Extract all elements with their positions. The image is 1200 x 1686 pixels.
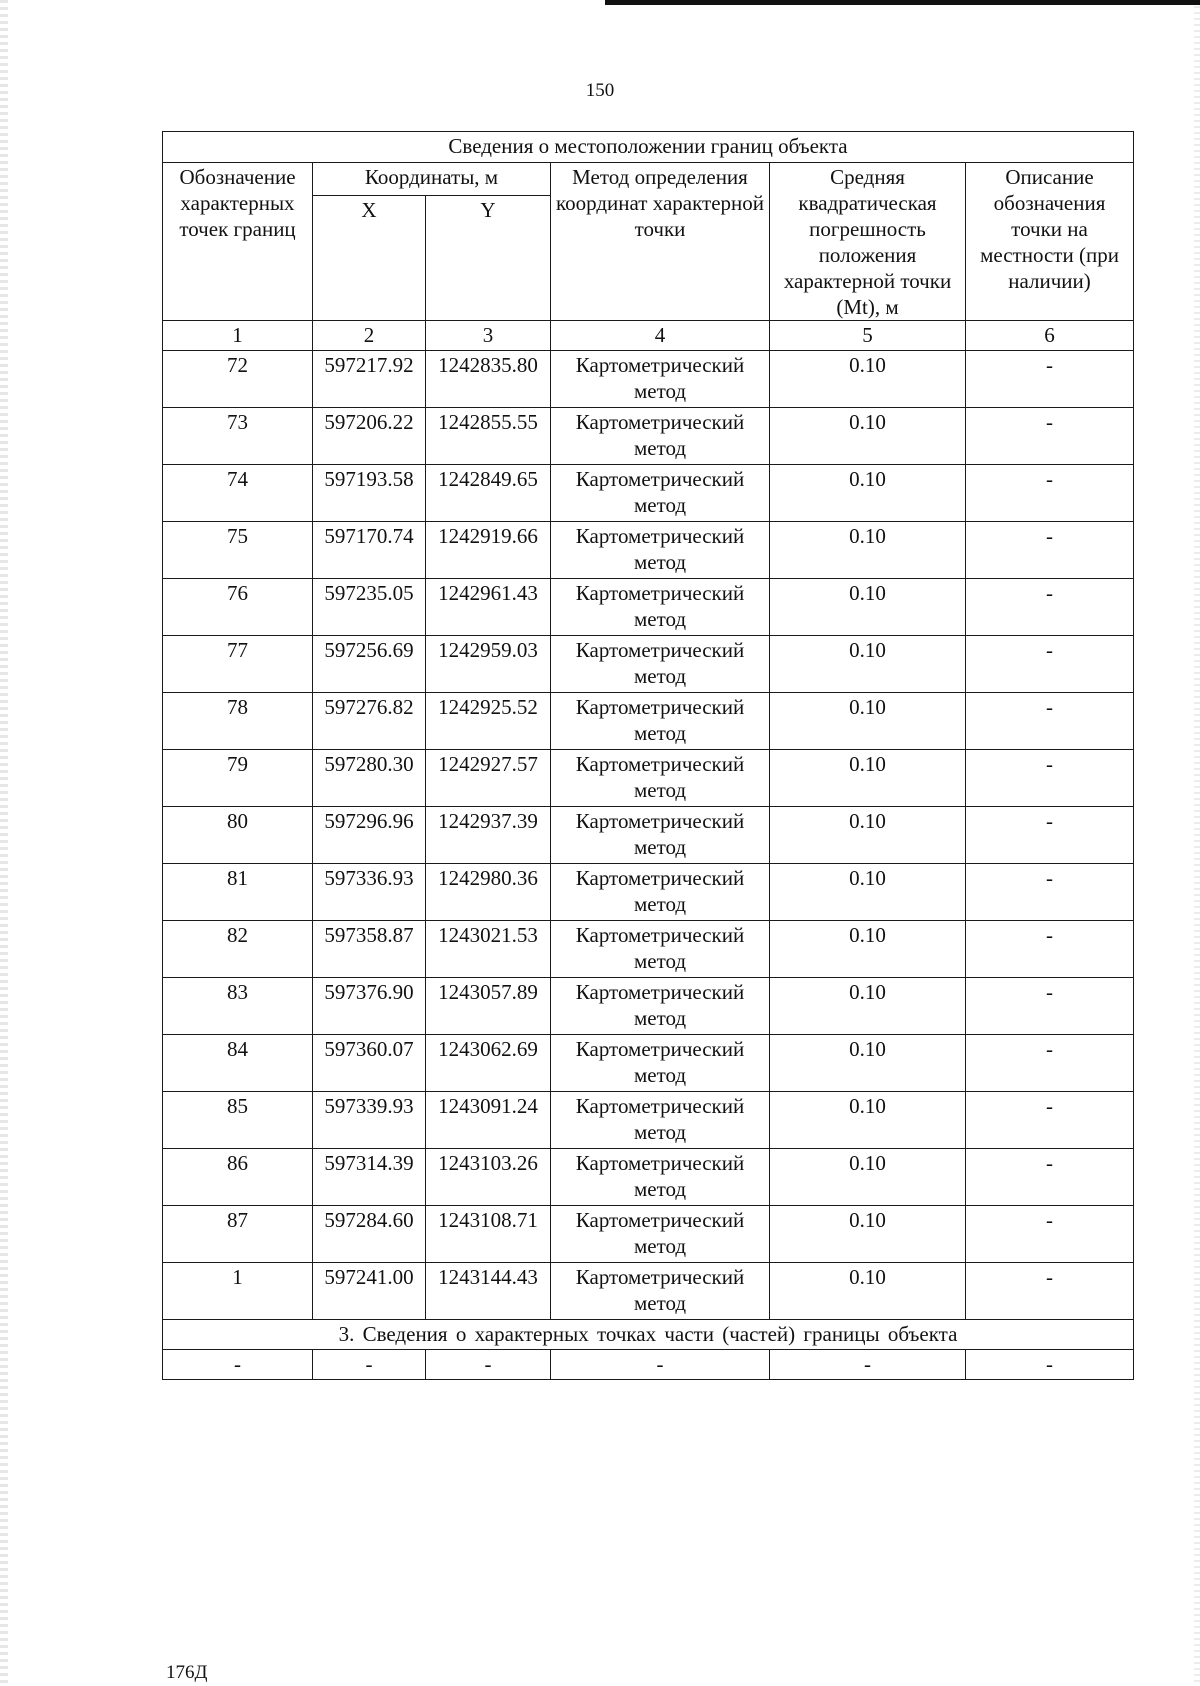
cell-method: Картометрический метод bbox=[551, 1263, 770, 1320]
cell-y-coordinate: 1243144.43 bbox=[426, 1263, 551, 1320]
cell-x-coordinate: 597284.60 bbox=[313, 1206, 426, 1263]
cell-accuracy: 0.10 bbox=[770, 351, 966, 408]
cell-method: Картометрический метод bbox=[551, 1092, 770, 1149]
cell-description: - bbox=[966, 1206, 1134, 1263]
column-number-row bbox=[163, 321, 1134, 351]
section-3-value: - bbox=[966, 1350, 1134, 1380]
cell-accuracy: 0.10 bbox=[770, 1263, 966, 1320]
section-3-value: - bbox=[770, 1350, 966, 1380]
cell-description: - bbox=[966, 750, 1134, 807]
document-code: 176Д bbox=[166, 1662, 208, 1683]
cell-method: Картометрический метод bbox=[551, 465, 770, 522]
cell-point-number: 86 bbox=[163, 1149, 313, 1206]
table-row bbox=[163, 1092, 1134, 1149]
boundary-coordinates-table bbox=[162, 131, 1134, 1380]
scan-edge-left bbox=[0, 0, 8, 1686]
cell-y-coordinate: 1242925.52 bbox=[426, 693, 551, 750]
cell-x-coordinate: 597241.00 bbox=[313, 1263, 426, 1320]
table-row bbox=[163, 1035, 1134, 1092]
page-number: 150 bbox=[585, 80, 615, 101]
cell-accuracy: 0.10 bbox=[770, 921, 966, 978]
cell-point-number: 76 bbox=[163, 579, 313, 636]
cell-accuracy: 0.10 bbox=[770, 1092, 966, 1149]
cell-method: Картометрический метод bbox=[551, 579, 770, 636]
cell-description: - bbox=[966, 807, 1134, 864]
header-y: Y bbox=[426, 196, 551, 321]
cell-accuracy: 0.10 bbox=[770, 1149, 966, 1206]
column-number: 1 bbox=[163, 321, 313, 351]
cell-y-coordinate: 1243062.69 bbox=[426, 1035, 551, 1092]
cell-accuracy: 0.10 bbox=[770, 1206, 966, 1263]
cell-x-coordinate: 597280.30 bbox=[313, 750, 426, 807]
cell-point-number: 73 bbox=[163, 408, 313, 465]
cell-y-coordinate: 1242961.43 bbox=[426, 579, 551, 636]
cell-method: Картометрический метод bbox=[551, 408, 770, 465]
cell-y-coordinate: 1242855.55 bbox=[426, 408, 551, 465]
cell-point-number: 79 bbox=[163, 750, 313, 807]
table-header-row bbox=[163, 163, 1134, 196]
cell-description: - bbox=[966, 1035, 1134, 1092]
cell-x-coordinate: 597296.96 bbox=[313, 807, 426, 864]
section-3-title: 3. Сведения о характерных точках части (частей) границы объекта bbox=[163, 1320, 1134, 1350]
cell-method: Картометрический метод bbox=[551, 1149, 770, 1206]
section-3-value: - bbox=[313, 1350, 426, 1380]
column-number: 2 bbox=[313, 321, 426, 351]
table-row bbox=[163, 978, 1134, 1035]
header-method: Метод определения координат характерной точки bbox=[551, 163, 770, 321]
cell-description: - bbox=[966, 636, 1134, 693]
cell-accuracy: 0.10 bbox=[770, 750, 966, 807]
cell-method: Картометрический метод bbox=[551, 807, 770, 864]
cell-accuracy: 0.10 bbox=[770, 579, 966, 636]
cell-description: - bbox=[966, 921, 1134, 978]
cell-x-coordinate: 597193.58 bbox=[313, 465, 426, 522]
cell-accuracy: 0.10 bbox=[770, 864, 966, 921]
table-row bbox=[163, 522, 1134, 579]
table-row bbox=[163, 636, 1134, 693]
cell-method: Картометрический метод bbox=[551, 864, 770, 921]
section-3-row bbox=[163, 1320, 1134, 1350]
cell-point-number: 77 bbox=[163, 636, 313, 693]
cell-description: - bbox=[966, 693, 1134, 750]
cell-point-number: 75 bbox=[163, 522, 313, 579]
cell-y-coordinate: 1242980.36 bbox=[426, 864, 551, 921]
cell-point-number: 84 bbox=[163, 1035, 313, 1092]
cell-y-coordinate: 1243091.24 bbox=[426, 1092, 551, 1149]
cell-method: Картометрический метод bbox=[551, 921, 770, 978]
table-row bbox=[163, 351, 1134, 408]
cell-point-number: 81 bbox=[163, 864, 313, 921]
cell-method: Картометрический метод bbox=[551, 351, 770, 408]
cell-accuracy: 0.10 bbox=[770, 693, 966, 750]
cell-method: Картометрический метод bbox=[551, 636, 770, 693]
table-row bbox=[163, 1206, 1134, 1263]
cell-description: - bbox=[966, 579, 1134, 636]
scan-top-bar bbox=[605, 0, 1200, 5]
cell-description: - bbox=[966, 351, 1134, 408]
cell-method: Картометрический метод bbox=[551, 978, 770, 1035]
cell-point-number: 72 bbox=[163, 351, 313, 408]
table-row bbox=[163, 579, 1134, 636]
cell-accuracy: 0.10 bbox=[770, 1035, 966, 1092]
section-3-values-row bbox=[163, 1350, 1134, 1380]
cell-accuracy: 0.10 bbox=[770, 465, 966, 522]
cell-point-number: 80 bbox=[163, 807, 313, 864]
table-row bbox=[163, 864, 1134, 921]
cell-description: - bbox=[966, 978, 1134, 1035]
cell-x-coordinate: 597339.93 bbox=[313, 1092, 426, 1149]
table-title-row bbox=[163, 132, 1134, 163]
cell-x-coordinate: 597314.39 bbox=[313, 1149, 426, 1206]
table-row bbox=[163, 693, 1134, 750]
cell-x-coordinate: 597256.69 bbox=[313, 636, 426, 693]
cell-description: - bbox=[966, 408, 1134, 465]
cell-x-coordinate: 597376.90 bbox=[313, 978, 426, 1035]
cell-point-number: 83 bbox=[163, 978, 313, 1035]
column-number: 6 bbox=[966, 321, 1134, 351]
cell-accuracy: 0.10 bbox=[770, 522, 966, 579]
cell-method: Картометрический метод bbox=[551, 750, 770, 807]
header-coordinates: Координаты, м bbox=[313, 163, 551, 196]
cell-x-coordinate: 597336.93 bbox=[313, 864, 426, 921]
cell-y-coordinate: 1242959.03 bbox=[426, 636, 551, 693]
cell-point-number: 82 bbox=[163, 921, 313, 978]
cell-accuracy: 0.10 bbox=[770, 978, 966, 1035]
cell-point-number: 85 bbox=[163, 1092, 313, 1149]
cell-x-coordinate: 597217.92 bbox=[313, 351, 426, 408]
cell-point-number: 1 bbox=[163, 1263, 313, 1320]
cell-method: Картометрический метод bbox=[551, 522, 770, 579]
cell-point-number: 87 bbox=[163, 1206, 313, 1263]
header-accuracy: Средняя квадратическая погрешность положения характерной точки (Mt), м bbox=[770, 163, 966, 321]
cell-description: - bbox=[966, 522, 1134, 579]
scan-edge-right bbox=[1194, 0, 1200, 1686]
table-row bbox=[163, 408, 1134, 465]
cell-method: Картометрический метод bbox=[551, 1035, 770, 1092]
cell-x-coordinate: 597358.87 bbox=[313, 921, 426, 978]
cell-x-coordinate: 597276.82 bbox=[313, 693, 426, 750]
cell-x-coordinate: 597170.74 bbox=[313, 522, 426, 579]
table-row bbox=[163, 1149, 1134, 1206]
column-number: 4 bbox=[551, 321, 770, 351]
section-3-value: - bbox=[163, 1350, 313, 1380]
cell-description: - bbox=[966, 465, 1134, 522]
cell-x-coordinate: 597235.05 bbox=[313, 579, 426, 636]
cell-point-number: 74 bbox=[163, 465, 313, 522]
cell-description: - bbox=[966, 864, 1134, 921]
cell-accuracy: 0.10 bbox=[770, 807, 966, 864]
header-x: X bbox=[313, 196, 426, 321]
cell-y-coordinate: 1242937.39 bbox=[426, 807, 551, 864]
cell-y-coordinate: 1243057.89 bbox=[426, 978, 551, 1035]
cell-y-coordinate: 1242919.66 bbox=[426, 522, 551, 579]
section-3-value: - bbox=[426, 1350, 551, 1380]
table-row bbox=[163, 750, 1134, 807]
cell-accuracy: 0.10 bbox=[770, 408, 966, 465]
table-row bbox=[163, 465, 1134, 522]
cell-description: - bbox=[966, 1092, 1134, 1149]
cell-method: Картометрический метод bbox=[551, 1206, 770, 1263]
cell-description: - bbox=[966, 1149, 1134, 1206]
cell-x-coordinate: 597360.07 bbox=[313, 1035, 426, 1092]
cell-y-coordinate: 1243103.26 bbox=[426, 1149, 551, 1206]
cell-point-number: 78 bbox=[163, 693, 313, 750]
header-point-designation: Обозначение характерных точек границ bbox=[163, 163, 313, 321]
header-description: Описание обозначения точки на местности (при наличии) bbox=[966, 163, 1134, 321]
cell-y-coordinate: 1242835.80 bbox=[426, 351, 551, 408]
cell-description: - bbox=[966, 1263, 1134, 1320]
cell-method: Картометрический метод bbox=[551, 693, 770, 750]
table-row bbox=[163, 921, 1134, 978]
column-number: 5 bbox=[770, 321, 966, 351]
cell-accuracy: 0.10 bbox=[770, 636, 966, 693]
table-row bbox=[163, 807, 1134, 864]
cell-y-coordinate: 1243021.53 bbox=[426, 921, 551, 978]
table-title: Сведения о местоположении границ объекта bbox=[163, 132, 1134, 163]
section-3-value: - bbox=[551, 1350, 770, 1380]
cell-y-coordinate: 1243108.71 bbox=[426, 1206, 551, 1263]
cell-x-coordinate: 597206.22 bbox=[313, 408, 426, 465]
table-row bbox=[163, 1263, 1134, 1320]
cell-y-coordinate: 1242927.57 bbox=[426, 750, 551, 807]
cell-y-coordinate: 1242849.65 bbox=[426, 465, 551, 522]
column-number: 3 bbox=[426, 321, 551, 351]
